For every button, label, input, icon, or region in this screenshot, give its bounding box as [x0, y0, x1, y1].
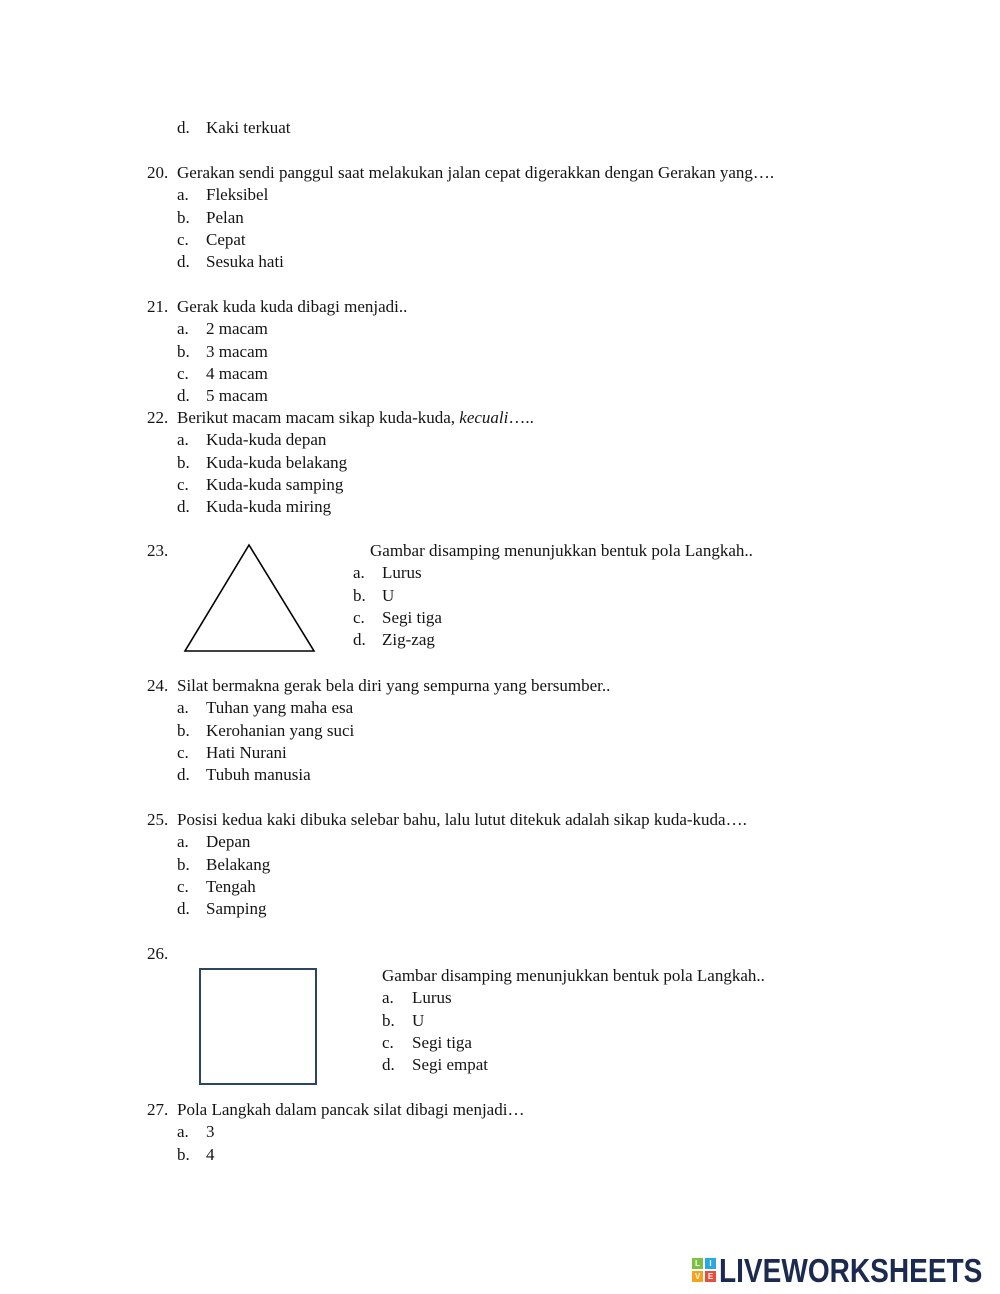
question-number: 27.: [147, 1100, 169, 1119]
option-text: Depan: [206, 832, 251, 852]
option-c: [147, 229, 774, 251]
option-text: 3: [206, 1122, 215, 1142]
option-text: Pelan: [206, 207, 244, 227]
option-c: [353, 607, 753, 629]
option-letter: d.: [177, 386, 190, 406]
option-d: [353, 629, 753, 651]
liveworksheets-logo-text: LIVEWORKSHEETS: [719, 1252, 983, 1289]
option-d: [147, 898, 747, 920]
option-d: [147, 764, 610, 786]
option-letter: c.: [382, 1032, 394, 1052]
option-text: Kuda-kuda miring: [206, 497, 332, 517]
option-letter: a.: [382, 988, 394, 1008]
option-text: Segi empat: [412, 1055, 489, 1075]
triangle-figure: [183, 543, 317, 653]
option-a: [147, 831, 747, 853]
option-letter: c.: [177, 876, 189, 896]
option-c: [147, 474, 534, 496]
logo-tile: E: [705, 1271, 716, 1282]
question-23-body: [353, 540, 753, 651]
question-number: 20.: [147, 163, 169, 182]
option-b: [147, 854, 747, 876]
question-number: 26.: [147, 944, 169, 963]
option-text: Fleksibel: [206, 185, 269, 205]
option-letter: a.: [353, 563, 365, 583]
question-stem: [147, 809, 747, 831]
question-number: 21.: [147, 297, 169, 316]
option-a: [147, 429, 534, 451]
option-letter: a.: [177, 832, 189, 852]
option-letter: a.: [177, 698, 189, 718]
option-text: Tuhan yang maha esa: [206, 698, 354, 718]
option-text: Sesuka hati: [206, 252, 284, 272]
option-letter: d.: [177, 899, 190, 919]
logo-tile: V: [692, 1271, 703, 1282]
question-number: 25.: [147, 810, 169, 829]
option-letter: d.: [177, 497, 190, 517]
question-stem: [147, 1099, 524, 1121]
question-text-emphasis: kecuali: [459, 408, 509, 427]
option-letter: c.: [353, 607, 365, 627]
option-letter: c.: [177, 742, 189, 762]
option-a: [147, 1121, 524, 1143]
question-22: [147, 407, 534, 518]
option-b: [147, 207, 774, 229]
option-c: [147, 876, 747, 898]
option-text: U: [382, 585, 395, 605]
option-letter: d.: [382, 1055, 395, 1075]
option-d: [147, 385, 407, 407]
question-20: [147, 162, 774, 273]
option-letter: d.: [177, 765, 190, 785]
question-number: 23.: [147, 541, 169, 560]
option-text: Kerohanian yang suci: [206, 720, 355, 740]
logo-tile: L: [692, 1258, 703, 1269]
question-text: Gambar disamping menunjukkan bentuk pola Langkah..: [382, 966, 765, 985]
question-27: [147, 1099, 524, 1166]
question-23: [147, 540, 177, 562]
option-a: [147, 697, 610, 719]
question-25: [147, 809, 747, 920]
option-b: [382, 1010, 765, 1032]
option-letter: c.: [177, 363, 189, 383]
option-letter: d.: [353, 630, 366, 650]
option-text: Lurus: [412, 988, 452, 1008]
question-26-body: [382, 965, 765, 1076]
question-text: Berikut macam macam sikap kuda-kuda,: [177, 408, 460, 427]
option-text: Tengah: [206, 876, 256, 896]
option-text: U: [412, 1010, 425, 1030]
option-letter: c.: [177, 229, 189, 249]
option-text: 3 macam: [206, 341, 268, 361]
option-a: [382, 987, 765, 1009]
option-c: [147, 742, 610, 764]
question-text: Silat bermakna gerak bela diri yang sempurna yang bersumber..: [177, 676, 611, 695]
option-text: Kuda-kuda samping: [206, 474, 344, 494]
question-stem: [147, 162, 774, 184]
option-b: [147, 341, 407, 363]
question-text-ellipsis: …..: [508, 408, 534, 427]
option-b: [353, 585, 753, 607]
option-letter: a.: [177, 1122, 189, 1142]
option-text: Tubuh manusia: [206, 765, 311, 785]
question-number: 22.: [147, 408, 169, 427]
question-19: [147, 117, 291, 139]
option-text: Kaki terkuat: [206, 118, 291, 137]
question-text: Posisi kedua kaki dibuka selebar bahu, lalu lutut ditekuk adalah sikap kuda-kuda….: [177, 810, 747, 829]
option-b: [147, 720, 610, 742]
option-letter: b.: [177, 341, 190, 361]
question-text: Gerakan sendi panggul saat melakukan jalan cepat digerakkan dengan Gerakan yang….: [177, 163, 775, 182]
option-a: [147, 318, 407, 340]
option-text: 4: [206, 1144, 215, 1164]
option-letter: d.: [177, 118, 190, 137]
option-text: Cepat: [206, 229, 246, 249]
option-text: Kuda-kuda depan: [206, 430, 327, 450]
option-b: [147, 452, 534, 474]
question-text: Gambar disamping menunjukkan bentuk pola Langkah..: [370, 541, 753, 560]
option-letter: d.: [177, 252, 190, 272]
option-text: Samping: [206, 899, 267, 919]
question-text: Gerak kuda kuda dibagi menjadi..: [177, 297, 408, 316]
option-a: [147, 184, 774, 206]
option-letter: b.: [177, 207, 190, 227]
option-letter: a.: [177, 319, 189, 339]
option-letter: b.: [382, 1010, 395, 1030]
option-letter: a.: [177, 185, 189, 205]
option-text: Segi tiga: [412, 1032, 472, 1052]
option-c: [382, 1032, 765, 1054]
option-letter: b.: [177, 854, 190, 874]
option-d: [147, 117, 291, 139]
question-stem: [147, 540, 177, 562]
question-stem: [147, 296, 407, 318]
option-text: Hati Nurani: [206, 742, 287, 762]
question-stem: [147, 407, 534, 429]
question-21: [147, 296, 407, 407]
logo-tile: I: [705, 1258, 716, 1269]
option-text: Segi tiga: [382, 607, 442, 627]
option-d: [382, 1054, 765, 1076]
option-d: [147, 496, 534, 518]
option-a: [353, 562, 753, 584]
option-text: Kuda-kuda belakang: [206, 452, 348, 472]
option-letter: b.: [353, 585, 366, 605]
option-letter: b.: [177, 1144, 190, 1164]
question-stem: [147, 675, 610, 697]
option-text: Lurus: [382, 563, 422, 583]
option-text: 5 macam: [206, 386, 268, 406]
question-text: Pola Langkah dalam pancak silat dibagi menjadi…: [177, 1100, 525, 1119]
option-text: Belakang: [206, 854, 271, 874]
square-figure: [199, 968, 317, 1085]
option-text: 4 macam: [206, 363, 268, 383]
question-26: [147, 943, 177, 965]
option-letter: c.: [177, 474, 189, 494]
option-text: Zig-zag: [382, 630, 435, 650]
triangle-shape: [185, 545, 314, 651]
question-24: [147, 675, 610, 786]
question-stem: [147, 943, 177, 965]
option-c: [147, 363, 407, 385]
option-letter: a.: [177, 430, 189, 450]
question-number: 24.: [147, 676, 169, 695]
liveworksheets-logo-icon: [692, 1258, 716, 1282]
option-letter: b.: [177, 720, 190, 740]
option-text: 2 macam: [206, 319, 268, 339]
option-d: [147, 251, 774, 273]
option-b: [147, 1144, 524, 1166]
option-letter: b.: [177, 452, 190, 472]
